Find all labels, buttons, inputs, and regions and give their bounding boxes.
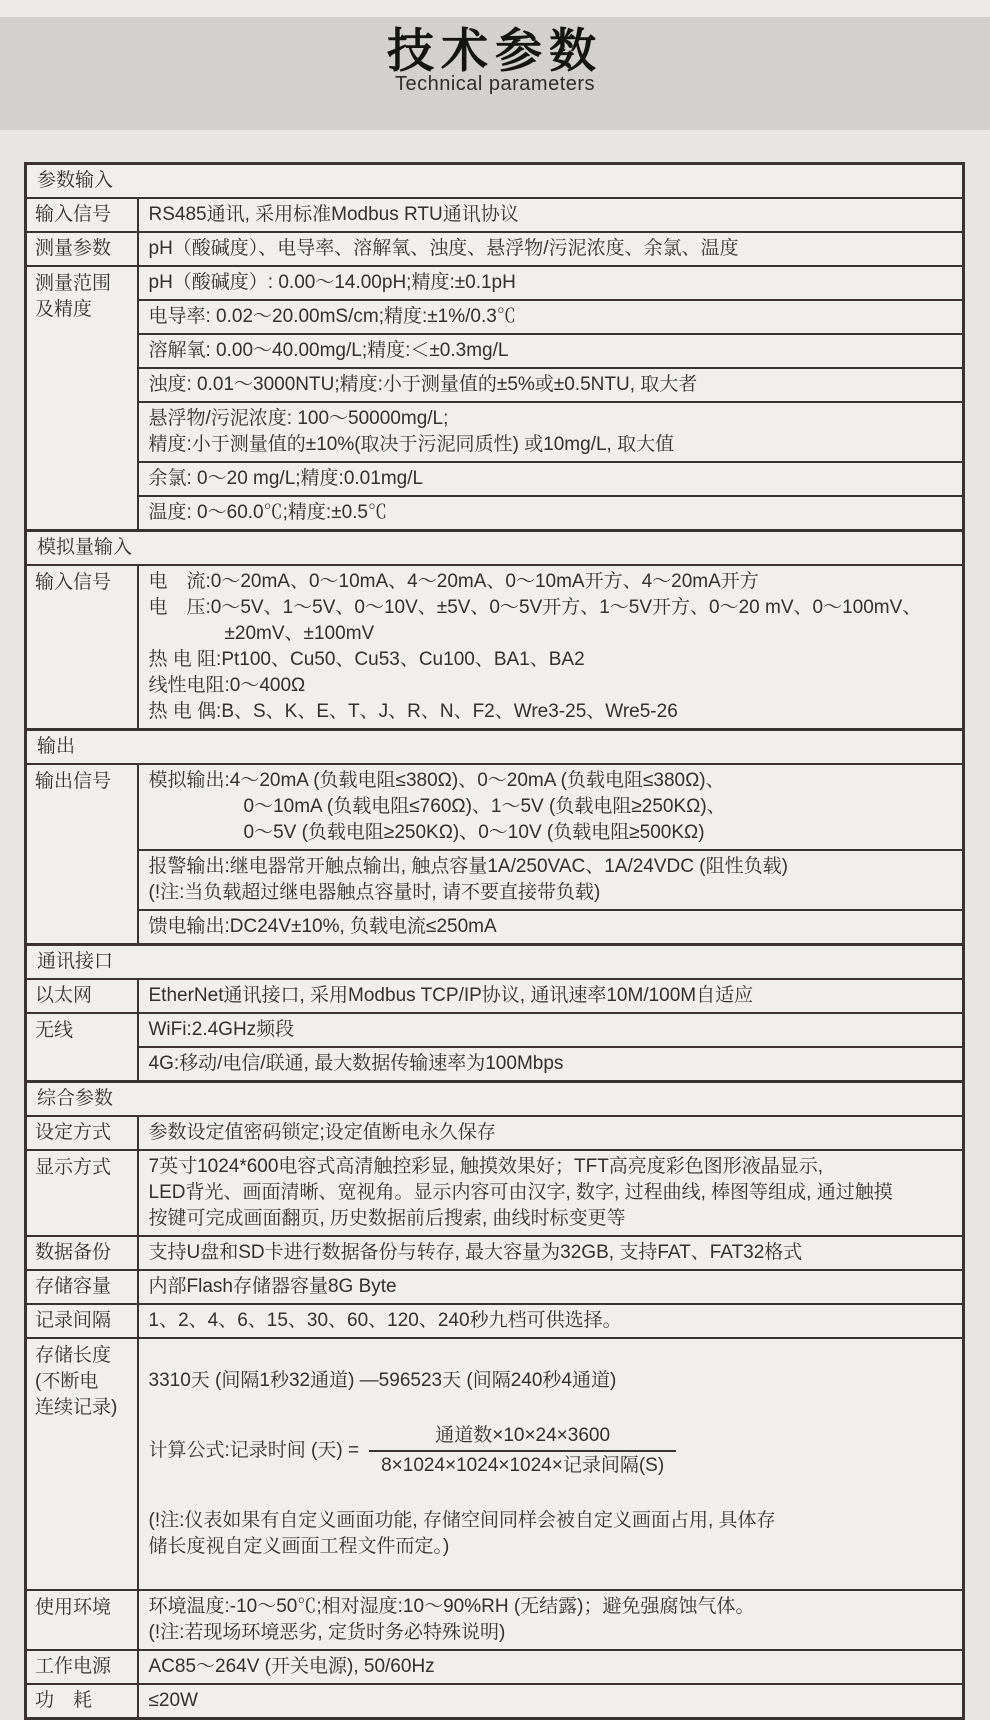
table-row-feed-output bbox=[26, 910, 964, 945]
row-value: 1、2、4、6、15、30、60、120、240秒九档可供选择。 bbox=[138, 1304, 964, 1338]
section-title: 模拟量输入 bbox=[26, 531, 964, 566]
section-row-comm bbox=[26, 945, 964, 980]
section-row-analog-input bbox=[26, 531, 964, 566]
row-value: 模拟输出:4～20mA (负载电阻≤380Ω)、0～20mA (负载电阻≤380Ω)、 0～10mA (负载电阻≤760Ω)、1～5V (负载电阻≥250KΩ)、 0～5V (负载电阻≥250KΩ)、0～10V (负载电阻≥500KΩ) bbox=[138, 764, 964, 850]
table-row-range-conductivity bbox=[26, 300, 964, 334]
row-label: 存储容量 bbox=[26, 1270, 138, 1304]
table-row-alarm-output bbox=[26, 850, 964, 910]
row-label: 存储长度 (不断电 连续记录) bbox=[26, 1338, 138, 1590]
table-row-range-turbidity bbox=[26, 368, 964, 402]
row-label: 显示方式 bbox=[26, 1150, 138, 1236]
table-row-range-suspended-solids bbox=[26, 402, 964, 462]
table-row-power-supply bbox=[26, 1650, 964, 1684]
section-row-output bbox=[26, 730, 964, 765]
table-row-environment bbox=[26, 1590, 964, 1650]
section-row-general bbox=[26, 1082, 964, 1117]
row-value: pH（酸碱度）、电导率、溶解氧、浊度、悬浮物/污泥浓度、余氯、温度 bbox=[138, 232, 964, 266]
row-value: 温度: 0～60.0℃;精度:±0.5℃ bbox=[138, 496, 964, 531]
row-value: 悬浮物/污泥浓度: 100～50000mg/L; 精度:小于测量值的±10%(取决于污泥同质性) 或10mg/L, 取大值 bbox=[138, 402, 964, 462]
row-value: ≤20W bbox=[138, 1684, 964, 1719]
table-row-data-backup bbox=[26, 1236, 964, 1270]
table-row-ethernet bbox=[26, 979, 964, 1013]
table-row-storage-capacity bbox=[26, 1270, 964, 1304]
section-title: 参数输入 bbox=[26, 164, 964, 199]
page-subtitle: Technical parameters bbox=[394, 73, 596, 96]
row-value bbox=[138, 1338, 964, 1590]
row-value: RS485通讯, 采用标准Modbus RTU通讯协议 bbox=[138, 198, 964, 232]
row-label: 使用环境 bbox=[26, 1590, 138, 1650]
row-value: 余氯: 0～20 mg/L;精度:0.01mg/L bbox=[138, 462, 964, 496]
table-row-analog-output bbox=[26, 764, 964, 850]
table-row-range-temperature bbox=[26, 496, 964, 531]
row-value: AC85～264V (开关电源), 50/60Hz bbox=[138, 1650, 964, 1684]
row-label: 设定方式 bbox=[26, 1116, 138, 1150]
section-title: 通讯接口 bbox=[26, 945, 964, 980]
row-value: 报警输出:继电器常开触点输出, 触点容量1A/250VAC、1A/24VDC (阻性负载) (!注:当负载超过继电器触点容量时, 请不要直接带负载) bbox=[138, 850, 964, 910]
table-row-input-signal bbox=[26, 198, 964, 232]
table-row-record-interval bbox=[26, 1304, 964, 1338]
table-row-range-ph bbox=[26, 266, 964, 300]
row-label: 输入信号 bbox=[26, 565, 138, 730]
table-row-wifi bbox=[26, 1013, 964, 1047]
section-title: 综合参数 bbox=[26, 1082, 964, 1117]
table-row-setting-mode bbox=[26, 1116, 964, 1150]
row-value: WiFi:2.4GHz频段 bbox=[138, 1013, 964, 1047]
storage-length-note: (!注:仪表如果有自定义画面功能, 存储空间同样会被自定义画面占用, 具体存 储长度视自定义画面工程文件而定。) bbox=[148, 1510, 776, 1557]
row-label: 无线 bbox=[26, 1013, 138, 1082]
row-value: 内部Flash存储器容量8G Byte bbox=[138, 1270, 964, 1304]
row-label: 记录间隔 bbox=[26, 1304, 138, 1338]
row-value: pH（酸碱度）: 0.00～14.00pH;精度:±0.1pH bbox=[138, 266, 964, 300]
row-label: 功 耗 bbox=[26, 1684, 138, 1719]
table-row-analog-input-signal bbox=[26, 565, 964, 730]
row-value: 电导率: 0.02～20.00mS/cm;精度:±1%/0.3℃ bbox=[138, 300, 964, 334]
storage-length-formula bbox=[149, 1423, 955, 1479]
top-strip bbox=[0, 0, 990, 17]
row-value: 环境温度:-10～50℃;相对湿度:10～90%RH (无结露)；避免强腐蚀气体。 (!注:若现场环境恶劣, 定货时务必特殊说明) bbox=[138, 1590, 964, 1650]
page-title: 技术参数 bbox=[387, 24, 603, 77]
table-row-storage-length bbox=[26, 1338, 964, 1590]
row-value: 浊度: 0.01～3000NTU;精度:小于测量值的±5%或±0.5NTU, 取大者 bbox=[138, 368, 964, 402]
title-band bbox=[0, 17, 990, 130]
row-label: 输出信号 bbox=[26, 764, 138, 945]
row-label: 输入信号 bbox=[26, 198, 138, 232]
row-value: 7英寸1024*600电容式高清触控彩显, 触摸效果好；TFT高亮度彩色图形液晶显示, LED背光、画面清晰、宽视角。显示内容可由汉字, 数字, 过程曲线, 棒图等组成, 通过触摸 按键可完成画面翻页, 历史数据前后搜索, 曲线时标变更等 bbox=[138, 1150, 964, 1236]
row-label: 数据备份 bbox=[26, 1236, 138, 1270]
section-row-param-input bbox=[26, 164, 964, 199]
table-row-range-dissolved-oxygen bbox=[26, 334, 964, 368]
formula-fraction bbox=[369, 1423, 676, 1479]
section-title: 输出 bbox=[26, 730, 964, 765]
table-row-display-mode bbox=[26, 1150, 964, 1236]
row-label: 测量范围 及精度 bbox=[26, 266, 138, 531]
row-label: 工作电源 bbox=[26, 1650, 138, 1684]
row-value: 溶解氧: 0.00～40.00mg/L;精度:＜±0.3mg/L bbox=[138, 334, 964, 368]
row-label: 测量参数 bbox=[26, 232, 138, 266]
formula-numerator: 通道数×10×24×3600 bbox=[435, 1425, 611, 1446]
table-row-measure-params bbox=[26, 232, 964, 266]
row-value: 电 流:0～20mA、0～10mA、4～20mA、0～10mA开方、4～20mA开方 电 压:0～5V、1～5V、0～10V、±5V、0～5V开方、1～5V开方、0～20 mV、0～100mV、 ±20mV、±100mV 热 电 阻:Pt100、Cu50、Cu53、Cu100、BA1、BA2 线性电阻:0～400Ω 热 电 偶:B、S、K、E、T、J、R、N、F2、Wre3-25、Wre5-26 bbox=[138, 565, 964, 730]
row-value: 参数设定值密码锁定;设定值断电永久保存 bbox=[138, 1116, 964, 1150]
formula-denominator: 8×1024×1024×1024×记录间隔(S) bbox=[369, 1450, 676, 1479]
row-value: 支持U盘和SD卡进行数据备份与转存, 最大容量为32GB, 支持FAT、FAT32格式 bbox=[138, 1236, 964, 1270]
row-value: 馈电输出:DC24V±10%, 负载电流≤250mA bbox=[138, 910, 964, 945]
row-value: 4G:移动/电信/联通, 最大数据传输速率为100Mbps bbox=[138, 1047, 964, 1082]
table-row-range-residual-chlorine bbox=[26, 462, 964, 496]
row-label: 以太网 bbox=[26, 979, 138, 1013]
formula-prefix: 计算公式:记录时间 (天) = bbox=[148, 1440, 360, 1461]
storage-length-days: 3310天 (间隔1秒32通道) —596523天 (间隔240秒4通道) bbox=[148, 1370, 617, 1391]
table-row-power-consumption bbox=[26, 1684, 964, 1719]
row-value: EtherNet通讯接口, 采用Modbus TCP/IP协议, 通讯速率10M/100M自适应 bbox=[138, 979, 964, 1013]
table-row-4g bbox=[26, 1047, 964, 1082]
content bbox=[0, 130, 990, 1720]
spec-table bbox=[24, 162, 965, 1720]
